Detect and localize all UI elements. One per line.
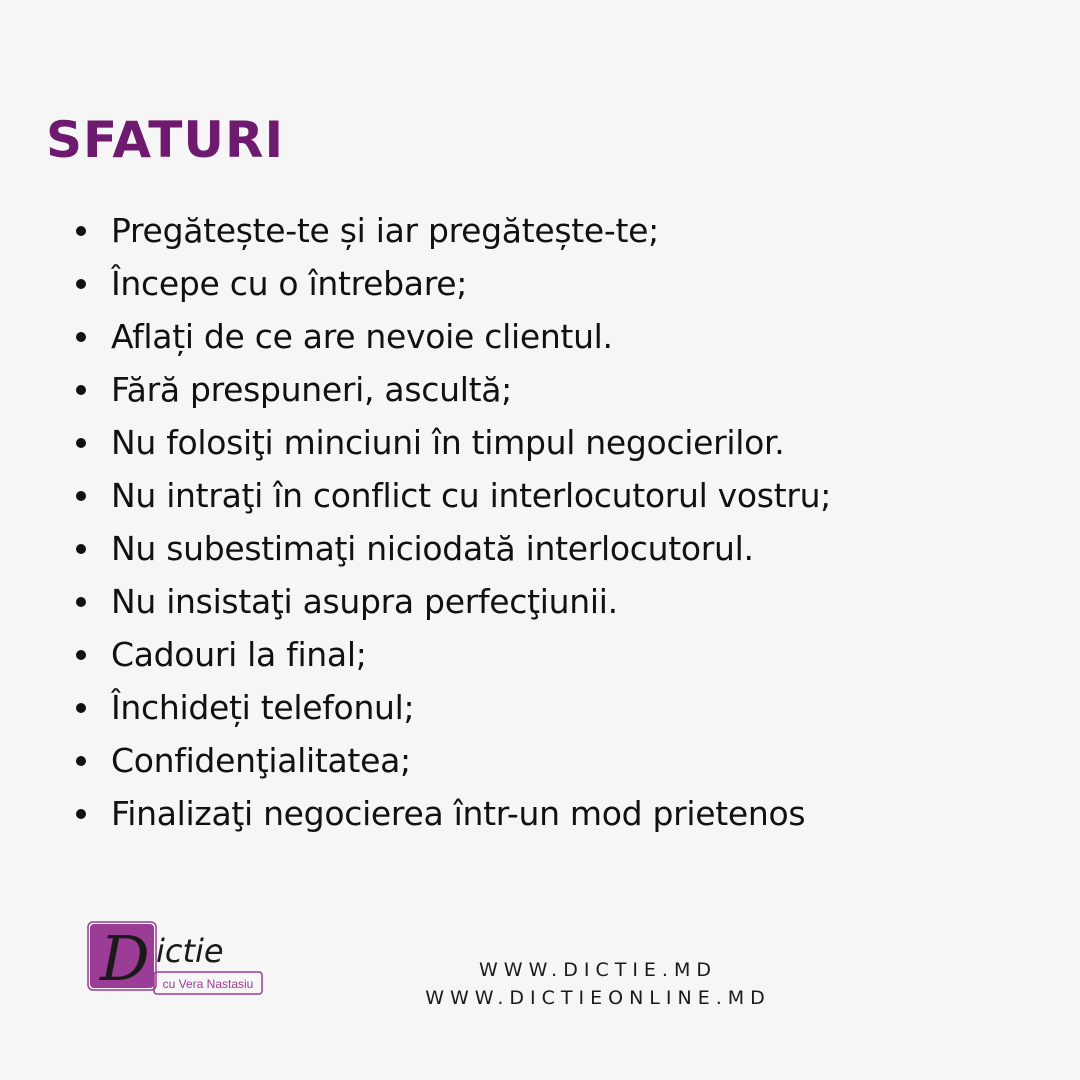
logo-word: ictie (156, 932, 224, 970)
logo-letter: D (100, 922, 150, 995)
bullet-icon (76, 332, 86, 342)
list-item (76, 628, 831, 681)
tip-text: Nu insistaţi asupra perfecţiunii. (111, 582, 618, 621)
tip-text: Cadouri la final; (111, 635, 367, 674)
dictie-logo (86, 918, 276, 1002)
tip-text: Pregătește-te și iar pregătește-te; (111, 211, 659, 250)
website-link: WWW.DICTIEONLINE.MD (425, 987, 771, 1009)
list-item (76, 734, 831, 787)
tip-text: Nu intraţi în conflict cu interlocutorul vostru; (111, 476, 832, 515)
tips-list (76, 204, 831, 840)
bullet-icon (76, 650, 86, 660)
tip-text: Nu subestimaţi niciodată interlocutorul. (111, 529, 754, 568)
website-link: WWW.DICTIE.MD (479, 959, 717, 981)
list-item (76, 681, 831, 734)
bullet-icon (76, 279, 86, 289)
bullet-icon (76, 597, 86, 607)
tip-text: Aflați de ce are nevoie clientul. (111, 317, 613, 356)
websites (388, 956, 808, 1012)
bullet-icon (76, 809, 86, 819)
bullet-icon (76, 544, 86, 554)
list-item (76, 469, 831, 522)
tip-text: Începe cu o întrebare; (111, 264, 468, 303)
list-item (76, 522, 831, 575)
bullet-icon (76, 385, 86, 395)
bullet-icon (76, 438, 86, 448)
list-item (76, 363, 831, 416)
list-item (76, 257, 831, 310)
list-item (76, 416, 831, 469)
list-item (76, 310, 831, 363)
logo-tagline: cu Vera Nastasiu (162, 977, 254, 991)
bullet-icon (76, 226, 86, 236)
bullet-icon (76, 491, 86, 501)
page-title: SFATURI (46, 111, 285, 169)
list-item (76, 787, 831, 840)
bullet-icon (76, 703, 86, 713)
list-item (76, 575, 831, 628)
bullet-icon (76, 756, 86, 766)
dictie-logo-graphic (86, 918, 276, 1002)
tip-text: Nu folosiţi minciuni în timpul negocierilor. (111, 423, 785, 462)
tip-text: Închideți telefonul; (111, 688, 415, 727)
list-item (76, 204, 831, 257)
tip-text: Confidenţialitatea; (111, 741, 411, 780)
tip-text: Fără prespuneri, ascultă; (111, 370, 512, 409)
tip-text: Finalizaţi negocierea într-un mod prietenos (111, 794, 806, 833)
